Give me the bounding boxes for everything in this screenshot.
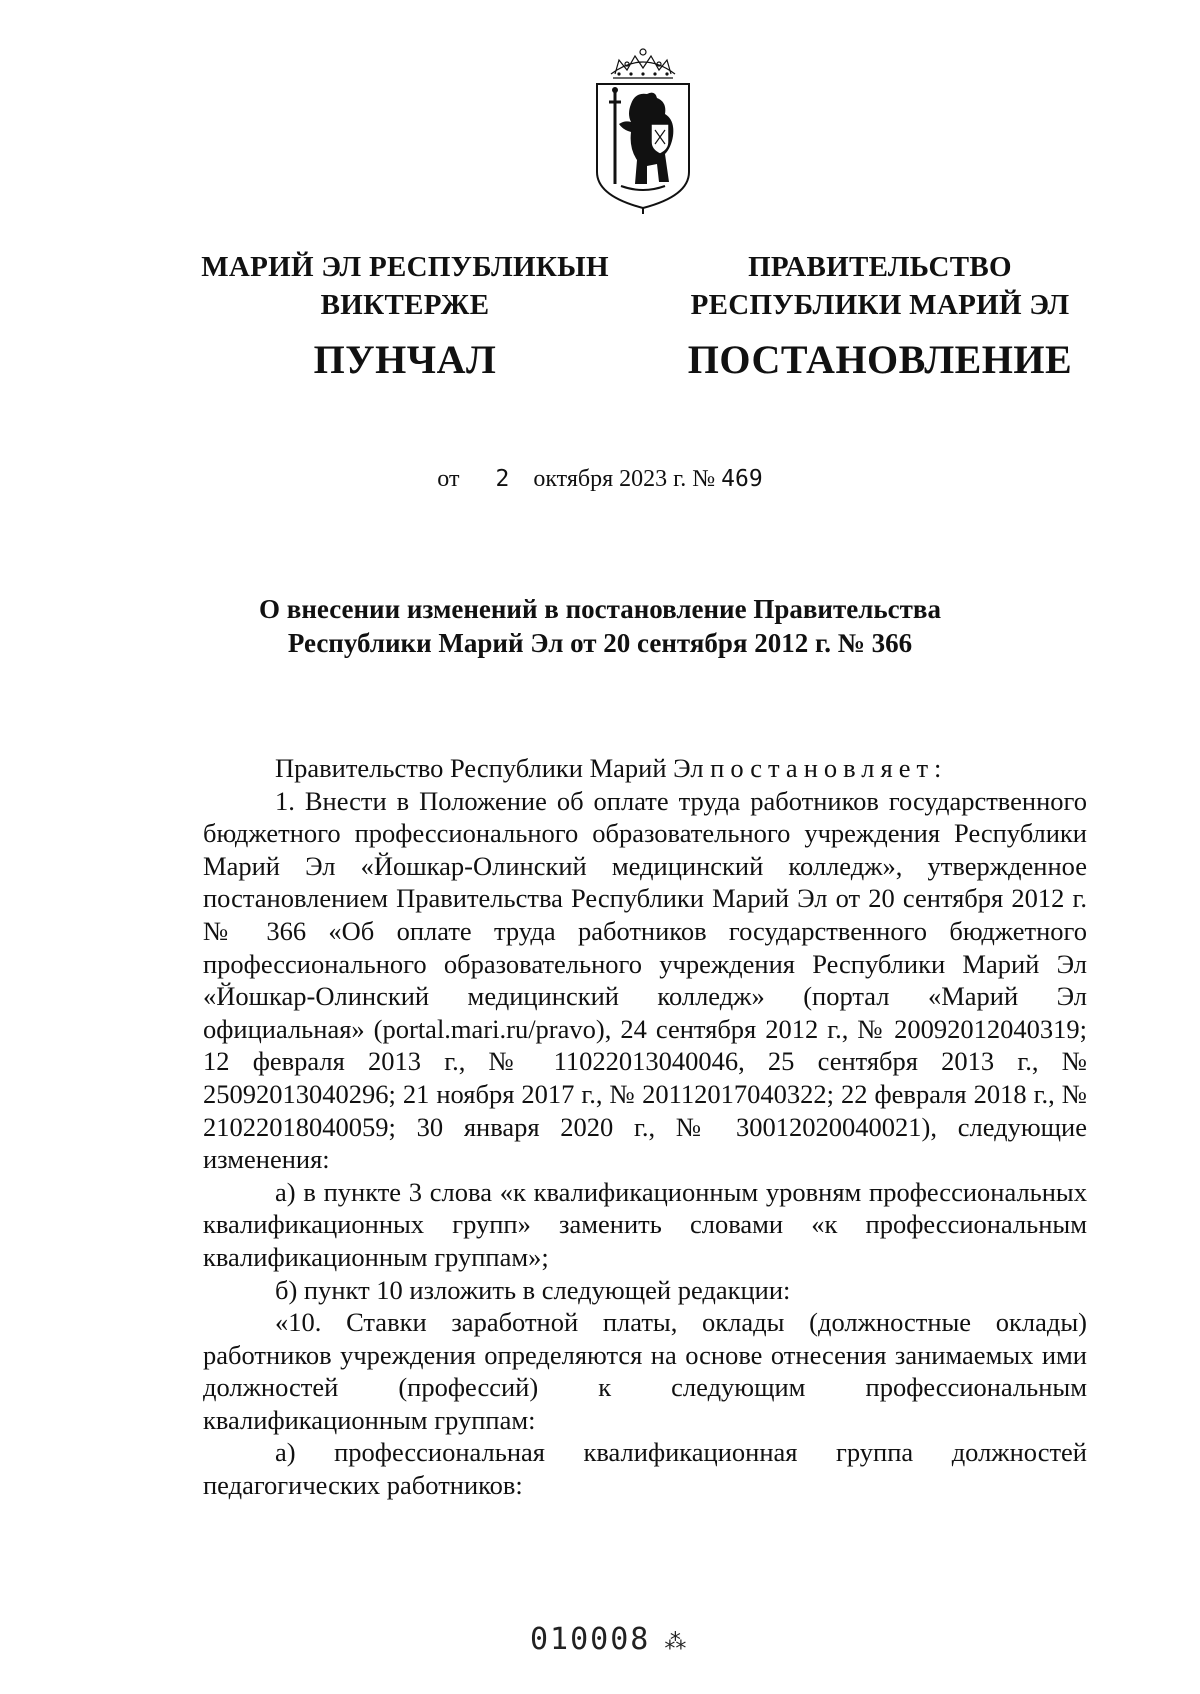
- intro-resolves: постановляет:: [710, 753, 948, 783]
- paragraph-b: б) пункт 10 изложить в следующей редакции:: [275, 1274, 791, 1305]
- paragraph-10a: а) профессиональная квалификационная группа должностей педагогических работников:: [203, 1437, 1087, 1501]
- paragraph-1: 1. Внести в Положение об оплате труда работников государственного бюджетного профессионального образовательного учреждения Республики Марий Эл «Йошкар-Олинский медицинский колледж», утвержденное постановлением Правительства Республики Марий Эл от 20 сентября 2012 г. № 366 «Об оплате труда работников государственного бюджетного профессионального образовательного учреждения Республики Марий Эл «Йошкар-Олинский медицинский колледж» (портал «Марий Эл официальная» (portal.mari.ru/pravo), 24 сентября 2012 г., № 20092012040319; 12 февраля 2013 г., № 11022013040046, 25 сентября 2013 г., № 25092013040296; 21 ноября 2017 г., № 20112017040322; 22 февраля 2018 г., № 21022018040059; 30 января 2020 г., № 30012020040021), следующие изменения:: [203, 785, 1087, 1175]
- paragraph-a: а) в пункте 3 слова «к квалификационным уровням профессиональных квалификационных групп» заменить словами «к профессиональным квалификационным группам»;: [203, 1176, 1087, 1272]
- coat-of-arms-icon: [585, 44, 701, 216]
- header-right: [650, 248, 1110, 384]
- header-left: [175, 248, 635, 384]
- header-right-line1: ПРАВИТЕЛЬСТВО: [748, 251, 1012, 283]
- asterism-mark-icon: ⁂: [664, 1630, 687, 1655]
- header-left-title: ПУНЧАЛ: [313, 337, 497, 382]
- date-month-year: октября 2023 г. №: [533, 466, 716, 492]
- serial-number-value: 010008: [530, 1622, 651, 1657]
- decree-date-line: [0, 466, 1200, 493]
- document-title-line1: О внесении изменений в постановление Правительства: [259, 594, 941, 624]
- paragraph-10: «10. Ставки заработной платы, оклады (должностные оклады) работников учреждения определяются на основе отнесения занимаемых ими должностей (профессий) к следующим профессиональным квалификационным группам:: [203, 1307, 1087, 1435]
- header-left-line1: МАРИЙ ЭЛ РЕСПУБЛИКЫН: [201, 251, 609, 283]
- intro-text: Правительство Республики Марий Эл: [275, 753, 711, 783]
- header-left-line2: ВИКТЕРЖЕ: [320, 289, 490, 321]
- document-title-line2: Республики Марий Эл от 20 сентября 2012 г. № 366: [287, 628, 913, 658]
- date-prefix: от: [437, 466, 460, 492]
- header-right-title: ПОСТАНОВЛЕНИЕ: [687, 337, 1073, 382]
- document-body: [203, 752, 1087, 1502]
- date-day: 2: [495, 466, 510, 492]
- document-serial-number: [530, 1622, 686, 1657]
- decree-number: 469: [721, 466, 763, 492]
- document-title: [150, 592, 1050, 660]
- intro-paragraph: [203, 752, 1087, 785]
- header-right-line2: РЕСПУБЛИКИ МАРИЙ ЭЛ: [690, 289, 1070, 321]
